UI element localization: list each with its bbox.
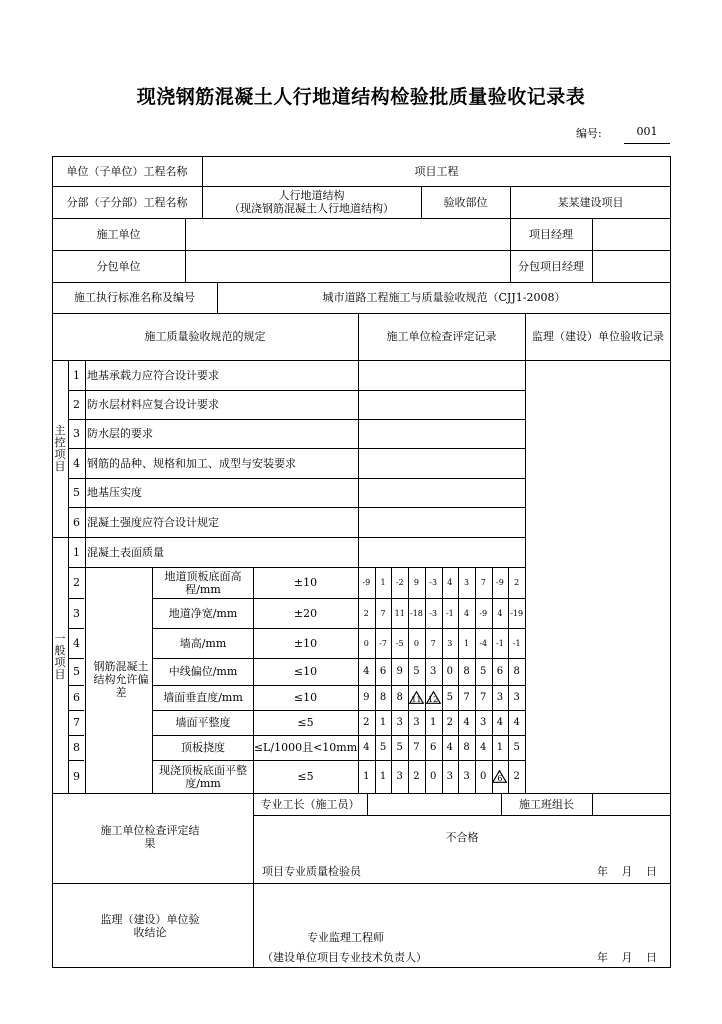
tolerance-row-number: 6 <box>73 691 80 704</box>
measure-value: 3 <box>513 692 520 703</box>
tolerance-item-name: 顶板挠度 <box>181 741 225 754</box>
measure-value: 1 <box>496 742 504 753</box>
measure-value: 6 <box>429 742 437 753</box>
measure-value: -9 <box>362 578 371 587</box>
tolerance-item-name: 墙面垂直度/mm <box>163 691 243 704</box>
tolerance-item-name: 地道净宽/mm <box>168 606 238 620</box>
measure-value: -18 <box>409 608 423 618</box>
date-label-2: 年 月 日 <box>597 950 657 964</box>
unit-name-label: 单位（子单位）工程名称 <box>66 164 188 178</box>
main-item-number: 3 <box>73 427 80 440</box>
main-item-text: 钢筋的品种、规格和加工、成型与安装要求 <box>87 456 296 470</box>
measure-value: -1 <box>445 608 454 618</box>
tolerance-item-name: 墙面平整度 <box>175 716 231 729</box>
contractor-value[interactable] <box>185 218 510 250</box>
main-item-check-cell[interactable] <box>358 478 525 507</box>
standard-value[interactable]: 城市道路工程施工与质量验收规范（CJJ1-2008） <box>322 291 566 304</box>
measure-value: 7 <box>480 578 486 587</box>
general-item-text: 混凝土表面质量 <box>87 545 164 559</box>
team-leader-label: 施工班组长 <box>519 797 574 811</box>
grid-line <box>253 815 671 816</box>
measure-value: 1 <box>463 638 470 648</box>
measure-value: 8 <box>463 666 470 677</box>
measure-value: 5 <box>446 692 454 703</box>
check-result-label: 施工单位检查评定结果 <box>100 824 200 850</box>
tolerance-row-number: 4 <box>73 636 80 650</box>
subdivision-label: 分部（子分部）工程名称 <box>66 195 188 209</box>
measure-value: 5 <box>413 666 420 677</box>
project-manager-value[interactable] <box>592 218 671 250</box>
measure-value: 11 <box>394 608 405 618</box>
measure-value: 9 <box>363 692 370 703</box>
tolerance-group-label: 钢筋混凝土结构允许偏差 <box>93 659 149 699</box>
measure-value: 1 <box>379 717 387 728</box>
measure-value: 3 <box>446 771 454 782</box>
foreman-value[interactable] <box>367 793 501 815</box>
measure-value: -7 <box>379 638 387 648</box>
main-item-check-cell[interactable] <box>358 390 525 419</box>
owner-rep-label: （建设单位项目专业技术负责人） <box>262 950 427 964</box>
general-item-number: 1 <box>73 545 80 559</box>
measure-value: 1 <box>363 771 370 782</box>
tolerance-spec: ≤10 <box>293 665 318 678</box>
measure-value: 6 <box>496 666 504 677</box>
contractor-label: 施工单位 <box>96 227 141 241</box>
main-item-number: 5 <box>73 486 80 499</box>
measure-value: 8 <box>396 692 403 703</box>
tolerance-row-number: 7 <box>73 716 80 729</box>
main-item-text: 地基压实度 <box>87 486 142 499</box>
measure-value: -1 <box>496 638 504 648</box>
sub-project-manager-value[interactable] <box>592 250 671 282</box>
measure-value: -4 <box>479 638 488 648</box>
measure-value: 3 <box>413 717 420 728</box>
measure-value: -1 <box>512 638 521 648</box>
main-item-check-cell[interactable] <box>358 360 525 390</box>
measure-value: 0 <box>413 638 419 648</box>
measure-value: -2 <box>395 578 404 587</box>
supervisor-label: 专业监理工程师 <box>307 930 384 944</box>
measure-value-flagged: 11 <box>411 694 422 704</box>
foreman-label: 专业工长（施工员） <box>260 797 360 811</box>
measure-value-flagged: 6 <box>497 773 503 783</box>
tolerance-spec: ≤L/1000且<10mm <box>253 741 358 754</box>
main-item-text: 防水层的要求 <box>87 427 153 440</box>
measure-value: 4 <box>463 717 470 728</box>
main-item-text: 混凝土强度应符合设计规定 <box>87 515 219 529</box>
measure-value: 3 <box>463 578 470 587</box>
acceptance-part-value[interactable]: 某某建设项目 <box>557 195 624 209</box>
date-label: 年 月 日 <box>597 864 657 878</box>
page-title: 现浇钢筋混凝土人行地道结构检验批质量验收记录表 <box>136 86 586 108</box>
measure-value: 7 <box>430 638 436 648</box>
measure-value: 4 <box>363 666 370 677</box>
measure-value: 2 <box>363 717 370 728</box>
general-items-group-label: 一般项目 <box>54 632 66 681</box>
supervision-conclusion-label: 监理（建设）单位验收结论 <box>100 913 200 939</box>
measure-value: 0 <box>446 666 454 677</box>
standard-label: 施工执行标准名称及编号 <box>74 291 195 304</box>
tolerance-row-number: 8 <box>73 741 80 754</box>
subdivision-value[interactable] <box>202 186 421 218</box>
subdivision-value-line1: 人行地道结构 <box>278 189 345 202</box>
main-item-number: 4 <box>73 456 80 470</box>
tolerance-spec: ≤5 <box>297 716 314 729</box>
tolerance-spec: ±10 <box>293 636 318 650</box>
measure-value: -9 <box>496 578 504 587</box>
check-result-value[interactable]: 不合格 <box>445 830 479 844</box>
main-item-check-cell[interactable] <box>358 419 525 448</box>
measure-value: 5 <box>513 742 520 753</box>
measure-value-flagged: 12 <box>428 694 439 704</box>
main-item-number: 1 <box>73 368 80 382</box>
main-item-number: 6 <box>73 515 80 529</box>
main-item-check-cell[interactable] <box>358 448 525 478</box>
main-item-check-cell[interactable] <box>358 507 525 537</box>
measure-value: 3 <box>496 692 504 703</box>
tolerance-spec: ±20 <box>293 606 318 620</box>
measure-value: 2 <box>513 771 520 782</box>
team-leader-value[interactable] <box>592 793 671 815</box>
measure-value: 3 <box>463 771 470 782</box>
measure-value: 0 <box>480 771 487 782</box>
supervision-column-header: 监理（建设）单位验收记录 <box>532 330 664 343</box>
main-item-text: 防水层材料应复合设计要求 <box>87 398 219 411</box>
tolerance-row-number: 5 <box>73 665 80 678</box>
tolerance-item-name: 现浇顶板底面平整度/mm <box>159 763 247 790</box>
main-items-group-label: 主控项目 <box>54 424 66 473</box>
spec-column-header: 施工质量验收规范的规定 <box>144 330 266 343</box>
measure-value: 4 <box>496 717 504 728</box>
measure-value: 3 <box>396 717 403 728</box>
grid-line <box>253 793 254 968</box>
tolerance-row-number: 3 <box>73 606 80 620</box>
measure-value: -19 <box>510 608 524 618</box>
measure-value: 8 <box>463 742 470 753</box>
measure-value: 0 <box>363 638 369 648</box>
unit-name-value[interactable]: 项目工程 <box>414 164 459 178</box>
measure-value: 3 <box>429 666 437 677</box>
measure-value: 8 <box>513 666 520 677</box>
measure-value: 7 <box>480 692 487 703</box>
doc-no-label: 编号: <box>576 127 602 140</box>
measure-value: -3 <box>429 578 438 587</box>
measure-value: 4 <box>447 578 453 587</box>
measure-value: 8 <box>379 692 387 703</box>
subcontractor-label: 分包单位 <box>96 259 141 273</box>
measure-value: 2 <box>446 717 454 728</box>
acceptance-part-label: 验收部位 <box>443 195 488 209</box>
measure-value: 2 <box>514 578 520 587</box>
tolerance-row-number: 2 <box>73 576 80 589</box>
tolerance-item-name: 地道顶板底面高程/mm <box>164 569 242 596</box>
measure-value: 4 <box>363 742 370 753</box>
doc-no-value[interactable]: 001 <box>636 125 658 138</box>
measure-value: 1 <box>380 578 386 587</box>
measure-value: 6 <box>379 666 387 677</box>
tolerance-item-name: 墙高/mm <box>179 636 227 650</box>
sub-project-manager-label: 分包项目经理 <box>518 259 584 273</box>
doc-no-underline <box>624 143 670 144</box>
tolerance-spec: ≤5 <box>297 770 314 783</box>
quality-inspector-label: 项目专业质量检验员 <box>262 864 361 878</box>
measure-value: 4 <box>480 742 487 753</box>
grid-line <box>52 883 671 884</box>
project-manager-label: 项目经理 <box>529 227 573 241</box>
tolerance-item-name: 中线偏位/mm <box>168 665 238 678</box>
subcontractor-value[interactable] <box>185 250 510 282</box>
measure-value: 4 <box>513 717 520 728</box>
measure-value: 3 <box>480 717 487 728</box>
check-column-header: 施工单位检查评定记录 <box>386 330 497 343</box>
measure-value: 7 <box>380 608 386 618</box>
measure-value: 1 <box>379 771 387 782</box>
tolerance-row-number: 9 <box>73 770 80 783</box>
grid-line <box>525 313 526 793</box>
measure-value: 0 <box>429 771 437 782</box>
grid-line <box>85 360 86 793</box>
measure-value: -5 <box>395 638 404 648</box>
measure-value: 1 <box>429 717 437 728</box>
measure-value: 9 <box>413 578 419 587</box>
measure-value: 4 <box>497 608 503 618</box>
measure-value: 5 <box>379 742 387 753</box>
measure-value: 4 <box>446 742 454 753</box>
measure-value: -3 <box>429 608 438 618</box>
measure-value: -9 <box>479 608 488 618</box>
tolerance-spec: ±10 <box>293 576 318 589</box>
measure-value: 5 <box>480 666 487 677</box>
measure-value: 7 <box>463 692 470 703</box>
main-item-text: 地基承载力应符合设计要求 <box>87 368 219 382</box>
grid-line <box>152 567 153 793</box>
measure-value: 9 <box>396 666 403 677</box>
measure-value: 4 <box>463 608 470 618</box>
measure-value: 7 <box>413 742 420 753</box>
main-item-number: 2 <box>73 398 80 411</box>
subdivision-value-line2: （现浇钢筋混凝土人行地道结构） <box>229 202 394 215</box>
tolerance-spec: ≤10 <box>293 691 318 704</box>
measure-value: 3 <box>396 771 403 782</box>
measure-value: 3 <box>447 638 453 648</box>
measure-value: 2 <box>413 771 420 782</box>
measure-value: 2 <box>363 608 369 618</box>
measure-value: 5 <box>396 742 403 753</box>
